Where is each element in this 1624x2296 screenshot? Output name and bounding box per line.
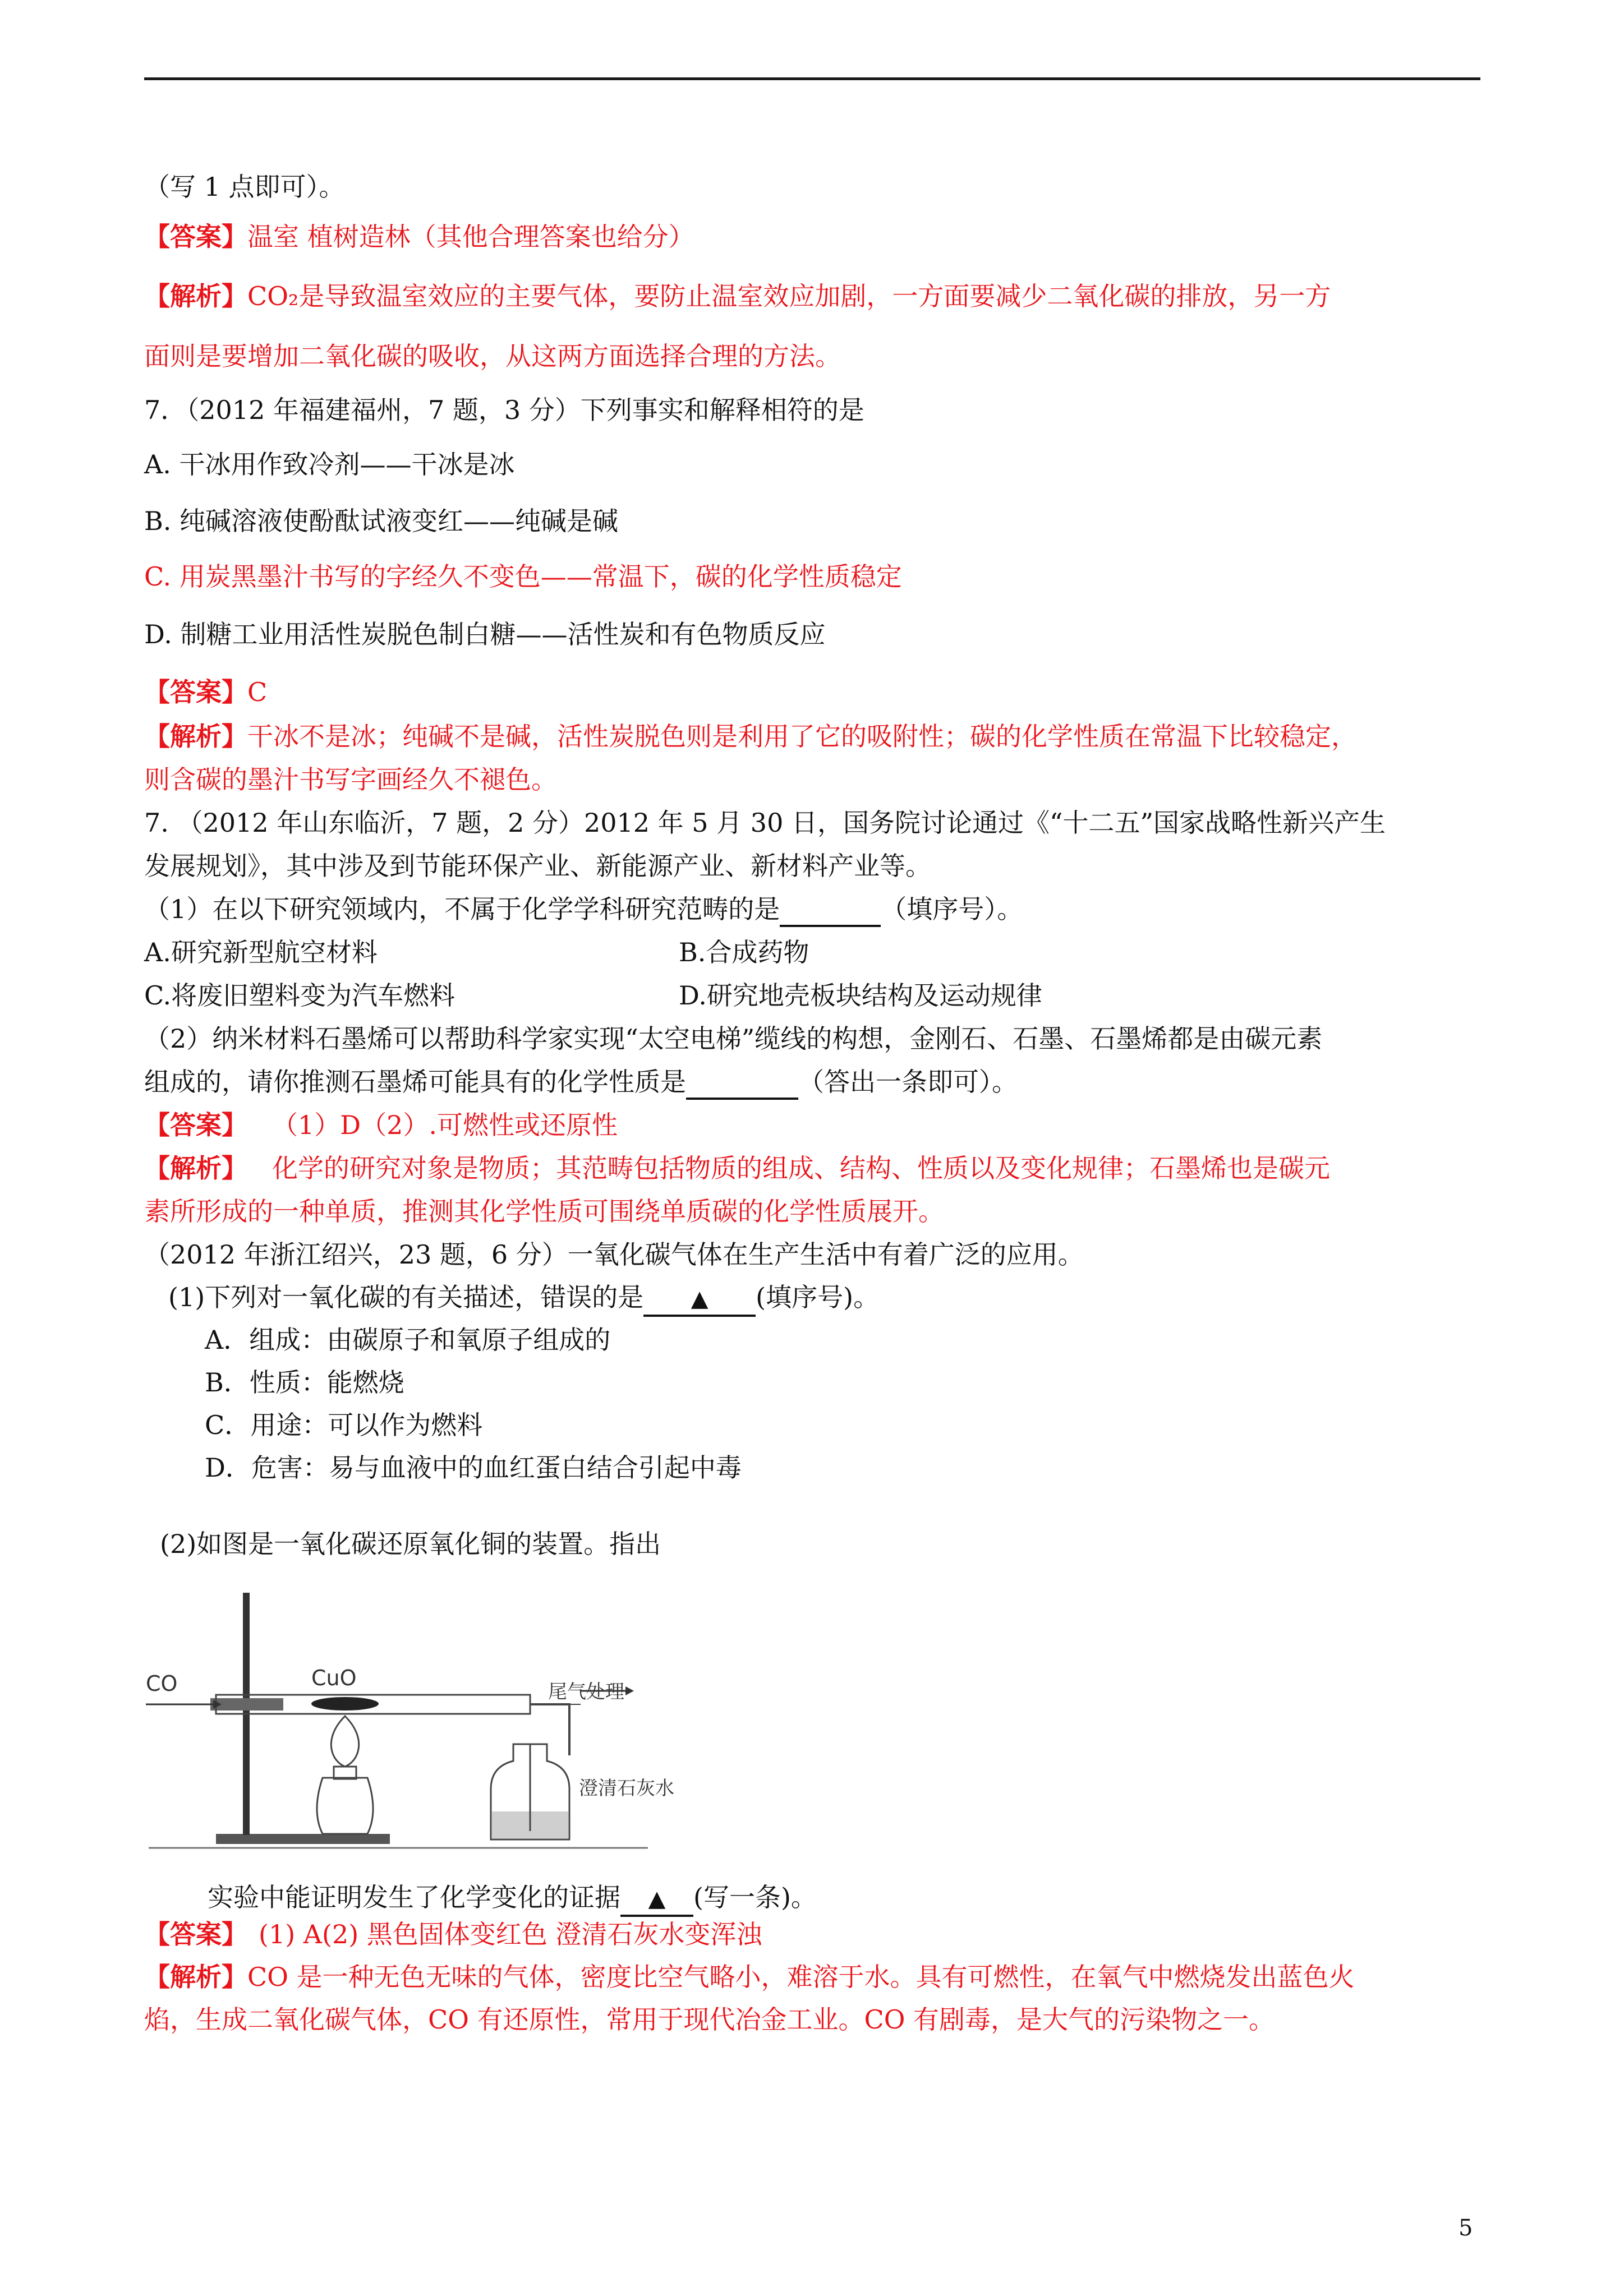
option-b: B. 纯碱溶液使酚酞试液变红——纯碱是碱 [144,506,619,536]
co-reduction-apparatus-figure [143,1576,674,1856]
flame [331,1716,358,1767]
header-rule [144,77,1480,80]
subquestion-2: （2）纳米材料石墨烯可以帮助科学家实现“太空电梯”缆线的构想，金刚石、石墨、石墨烯都是由碳元素 [144,1023,1323,1054]
option-d-row: D.研究地壳板块结构及运动规律 [679,980,1042,1011]
analysis-tag: 【解析】 [144,1153,247,1183]
cuo-label: CuO [311,1666,357,1690]
answer-text: （1）D（2）.可燃性或还原性 [272,1110,618,1140]
question-7-linyi-cont: 发展规划》，其中涉及到节能环保产业、新能源产业、新材料产业等。 [144,851,931,881]
option-d: D. 制糖工业用活性炭脱色制白糖——活性炭和有色物质反应 [144,619,826,649]
option-c-row: C.将废旧塑料变为汽车燃料 [144,980,456,1011]
arrow-head [625,1686,634,1695]
answer-text: 温室 植树造林（其他合理答案也给分） [247,222,694,252]
analysis-line-3b: 素所形成的一种单质，推测其化学性质可围绕单质碳的化学性质展开。 [144,1196,944,1227]
answer-tag: 【答案】 [144,222,247,252]
triangle-blank [620,1883,693,1917]
answer-blank [686,1066,798,1100]
co-label: CO [146,1671,178,1696]
shaoxing-sub1-suffix: (填序号)。 [756,1282,880,1312]
option-a-row: A.研究新型航空材料 [144,937,378,967]
cuo-powder [311,1697,379,1711]
analysis-line-4b: 焰，生成二氧化碳气体，CO 有还原性，常用于现代冶金工业。CO 有剧毒，是大气的污染物之一。 [144,2004,1275,2035]
analysis-line-2a [144,721,1357,752]
evidence-text: 实验中能证明发生了化学变化的证据 [208,1882,620,1912]
alcohol-lamp [317,1778,373,1834]
subquestion-1 [144,893,1023,925]
analysis-line-1b: 面则是要增加二氧化碳的吸收，从这两方面选择合理的方法。 [144,341,841,371]
subquestion-1-text: （1）在以下研究领域内，不属于化学学科研究范畴的是 [144,894,780,924]
subquestion-2-text: 组成的，请你推测石墨烯可能具有的化学性质是 [144,1067,686,1097]
analysis-text: 化学的研究对象是物质；其范畴包括物质的组成、结构、性质以及变化规律；石墨烯也是碳元 [272,1153,1330,1183]
shaoxing-option-c: C．用途：可以作为燃料 [205,1410,483,1440]
shaoxing-option-d: D．危害：易与血液中的血红蛋白结合引起中毒 [205,1453,742,1483]
prev-question-tail: （写 1 点即可）。 [144,172,345,202]
option-a: A. 干冰用作致冷剂——干冰是冰 [144,449,515,480]
answer-line-2 [144,676,267,708]
answer-line-4 [144,1919,762,1950]
analysis-text: CO 是一种无色无味的气体，密度比空气略小，难溶于水。具有可燃性，在氧气中燃烧发出蓝色火 [247,1962,1355,1992]
triangle-blank [643,1283,756,1317]
answer-blank [780,893,881,927]
analysis-tag: 【解析】 [144,1962,247,1992]
page-number: 5 [1459,2215,1473,2241]
question-7-fuzhou: 7．（2012 年福建福州，7 题，3 分）下列事实和解释相符的是 [144,395,864,425]
limewater-label: 澄清石灰水 [579,1777,674,1800]
subquestion-1-suffix: （填序号）。 [881,894,1023,924]
analysis-tag: 【解析】 [144,721,247,751]
analysis-line-2b: 则含碳的墨汁书写字画经久不褪色。 [144,764,557,795]
shaoxing-subquestion-1 [168,1281,879,1313]
subquestion-2-suffix: （答出一条即可）。 [798,1067,1018,1097]
analysis-line-3a [144,1152,1330,1184]
evidence-suffix: (写一条)。 [693,1882,817,1912]
connecting-tube [530,1704,569,1755]
answer-line-3 [144,1109,618,1141]
shaoxing-option-b: B．性质：能燃烧 [205,1367,404,1398]
stand-base [216,1834,390,1844]
question-7-linyi: 7. （2012 年山东临沂，7 题，2 分）2012 年 5 月 30 日，国务院讨论通过《“十二五”国家战略性新兴产生 [144,808,1386,838]
answer-text: C [247,677,268,707]
analysis-line-4a [144,1961,1355,1993]
analysis-tag: 【解析】 [144,281,247,311]
shaoxing-subquestion-2: (2)如图是一氧化碳还原氧化铜的装置。指出 [160,1529,661,1559]
triangle-icon: ▲ [691,1286,709,1312]
answer-tag: 【答案】 [144,1110,247,1140]
option-c-correct: C. 用炭黑墨汁书写的字经久不变色——常温下，碳的化学性质稳定 [144,561,902,592]
subquestion-2-cont [144,1066,1018,1098]
shaoxing-evidence-line [208,1882,817,1913]
shaoxing-option-a: A．组成：由碳原子和氧原子组成的 [205,1325,611,1355]
exhaust-label: 尾气处理 [548,1681,624,1703]
shaoxing-sub1-text: (1)下列对一氧化碳的有关描述，错误的是 [168,1282,644,1312]
analysis-line-1a [144,280,1331,312]
analysis-text: 干冰不是冰；纯碱不是碱，活性炭脱色则是利用了它的吸附性；碳的化学性质在常温下比较稳定， [247,721,1357,751]
answer-text: (1) A(2) 黑色固体变红色 澄清石灰水变浑浊 [259,1919,762,1949]
triangle-icon: ▲ [648,1886,666,1912]
answer-tag: 【答案】 [144,677,247,707]
analysis-text: CO₂是导致温室效应的主要气体，要防止温室效应加剧，一方面要减少二氧化碳的排放，另一方 [247,281,1331,311]
answer-tag: 【答案】 [144,1919,247,1949]
answer-line-1 [144,221,694,252]
option-b-row: B.合成药物 [679,937,809,967]
question-shaoxing: （2012 年浙江绍兴，23 题，6 分）一氧化碳气体在生产生活中有着广泛的应用。 [144,1239,1084,1270]
